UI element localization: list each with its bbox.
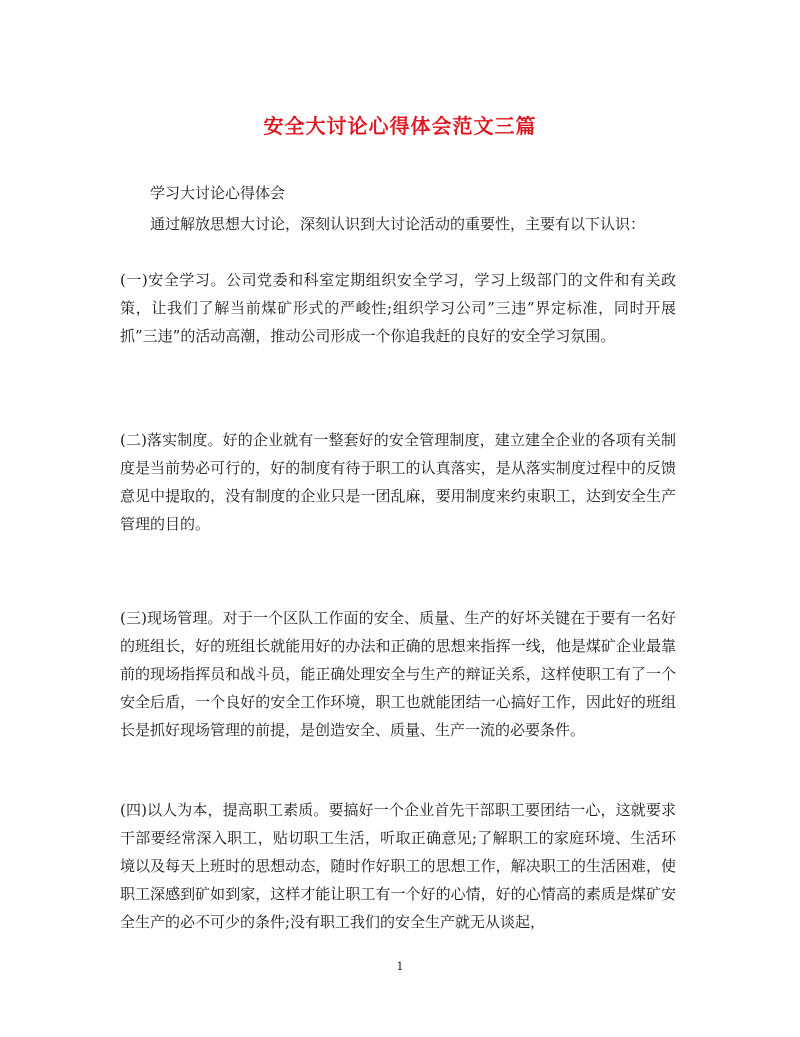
intro-paragraph: 通过解放思想大讨论，深刻认识到大讨论活动的重要性，主要有以下认识：: [150, 215, 646, 233]
paragraph-safety-study: (一)安全学习。公司党委和科室定期组织安全学习，学习上级部门的文件和有关政策，让我们了解当前煤矿形式的严峻性;组织学习公司”三违”界定标准，同时开展抓”三违”的活动高潮，推动公司形成一个你追我赶的良好的安全学习氛围。: [120, 271, 676, 345]
page-number: 1: [396, 960, 404, 973]
document-title: 安全大讨论心得体会范文三篇: [263, 114, 537, 138]
paragraph-implement-system: (二)落实制度。好的企业就有一整套好的安全管理制度，建立建全企业的各项有关制度是当前势必可行的，好的制度有待于职工的认真落实，是从落实制度过程中的反馈意见中提取的，没有制度的企业只是一团乱麻，要用制度来约束职工，达到安全生产管理的目的。: [120, 431, 676, 533]
document-subtitle: 学习大讨论心得体会: [150, 184, 286, 202]
paragraph-people-oriented: (四)以人为本，提高职工素质。要搞好一个企业首先干部职工要团结一心，这就要求干部要经常深入职工，贴切职工生活，听取正确意见;了解职工的家庭环境、生活环境以及每天上班时的思想动态，随时作好职工的思想工作，解决职工的生活困难，使职工深感到矿如到家，这样才能让职工有一个好的心情，好的心情高的素质是煤矿安全生产的必不可少的条件;没有职工我们的安全生产就无从谈起，: [120, 801, 676, 931]
paragraph-site-management: (三)现场管理。对于一个区队工作面的安全、质量、生产的好坏关键在于要有一名好的班组长，好的班组长就能用好的办法和正确的思想来指挥一线，他是煤矿企业最靠前的现场指挥员和战斗员，能正确处理安全与生产的辩证关系，这样使职工有了一个安全后盾，一个良好的安全工作环境，职工也就能团结一心搞好工作，因此好的班组长是抓好现场管理的前提，是创造安全、质量、生产一流的必要条件。: [120, 609, 676, 739]
